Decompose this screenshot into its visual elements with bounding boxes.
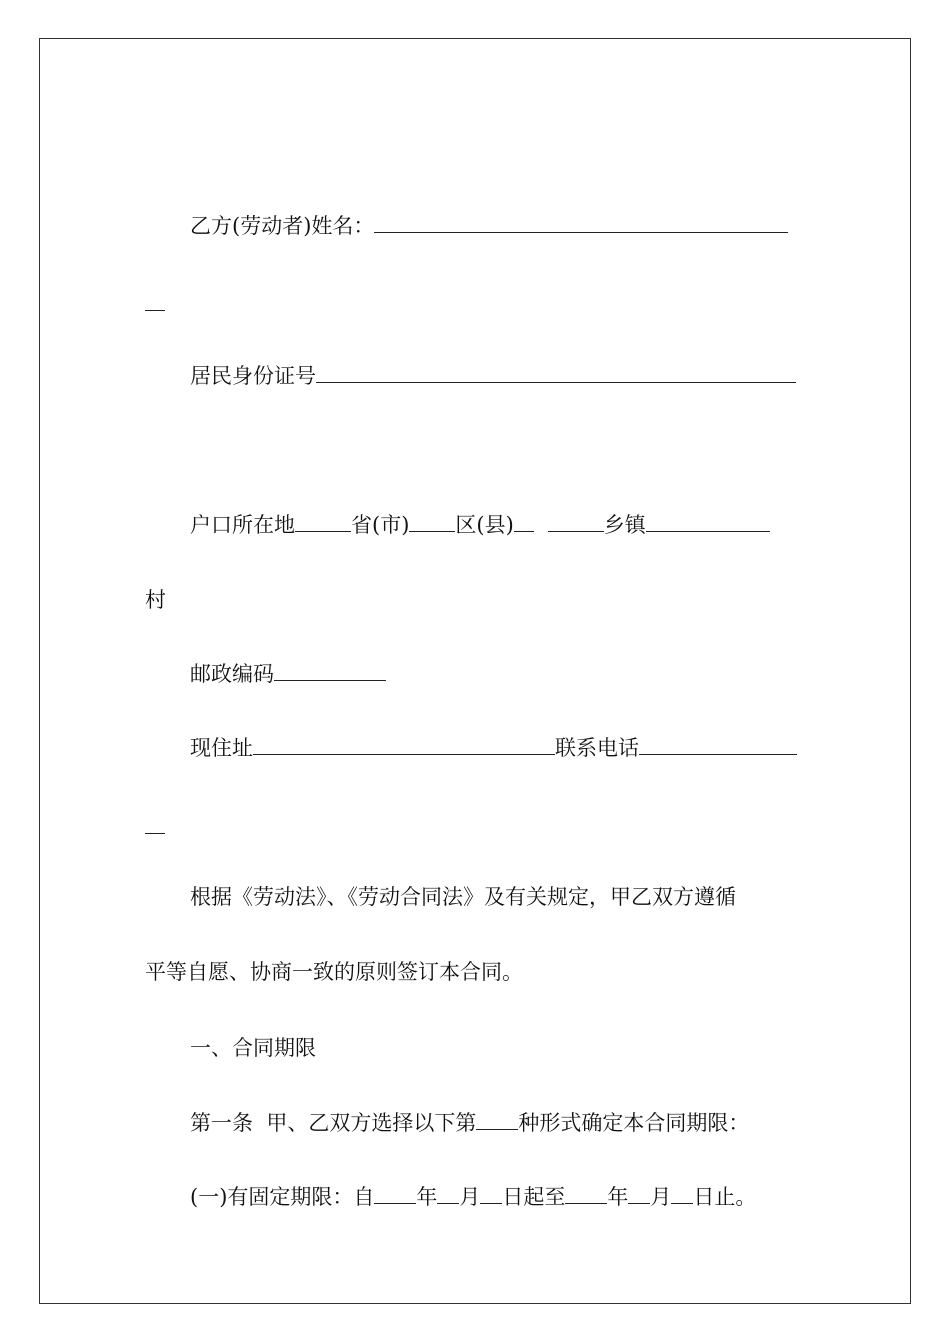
hukou-label: 户口所在地 <box>190 513 295 537</box>
address-field[interactable] <box>253 736 555 755</box>
start-day-field[interactable] <box>480 1185 502 1204</box>
postal-line <box>190 659 386 689</box>
end-day-field[interactable] <box>671 1185 693 1204</box>
phone-field-wrap <box>145 833 165 834</box>
postal-code-field[interactable] <box>274 662 386 681</box>
hukou-province-label: 省(市) <box>351 513 410 537</box>
postal-label: 邮政编码 <box>190 662 274 686</box>
start-year-field[interactable] <box>374 1185 416 1204</box>
name-field[interactable] <box>374 214 788 233</box>
fixed-term-text-b: 日起至 <box>502 1185 566 1209</box>
end-month-field[interactable] <box>628 1185 650 1204</box>
hukou-village-field[interactable] <box>646 513 770 532</box>
phone-field[interactable] <box>639 736 797 755</box>
article-1-text-b: 种形式确定本合同期限： <box>518 1111 750 1135</box>
id-number-field[interactable] <box>316 364 796 383</box>
term-form-choice-field[interactable] <box>476 1111 518 1130</box>
article-1-text-a: 第一条 甲、乙双方选择以下第 <box>190 1111 477 1135</box>
hukou-village-label: 村 <box>145 588 166 612</box>
section-heading: 一、合同期限 <box>190 1036 316 1060</box>
hukou-township-field-b[interactable] <box>548 513 604 532</box>
preamble-line-1: 根据《劳动法》、《劳动合同法》及有关规定，甲乙双方遵循 <box>190 885 736 909</box>
hukou-line <box>190 510 770 540</box>
name-label: 乙方(劳动者)姓名： <box>190 214 375 238</box>
article-1 <box>190 1108 749 1138</box>
name-field-wrap <box>145 310 165 311</box>
start-month-label: 月 <box>459 1185 481 1209</box>
hukou-province-field[interactable] <box>295 513 351 532</box>
id-line <box>190 361 796 391</box>
start-year-label: 年 <box>416 1185 438 1209</box>
phone-label: 联系电话 <box>555 736 639 760</box>
end-year-field[interactable] <box>565 1185 607 1204</box>
hukou-township-label: 乡镇 <box>603 513 646 537</box>
id-label: 居民身份证号 <box>190 364 316 388</box>
end-month-label: 月 <box>650 1185 672 1209</box>
address-label: 现住址 <box>190 736 253 760</box>
fixed-term-end: 日止。 <box>693 1185 757 1209</box>
fixed-term-text-a: (一)有固定期限：自 <box>190 1185 375 1209</box>
address-line <box>190 733 797 763</box>
start-month-field[interactable] <box>437 1185 459 1204</box>
hukou-township-field-a[interactable] <box>514 513 534 532</box>
hukou-district-label: 区(县) <box>455 513 514 537</box>
hukou-district-field[interactable] <box>409 513 455 532</box>
end-year-label: 年 <box>607 1185 629 1209</box>
name-line <box>190 211 788 241</box>
fixed-term-line <box>190 1182 756 1212</box>
preamble-line-2: 平等自愿、协商一致的原则签订本合同。 <box>145 960 523 984</box>
